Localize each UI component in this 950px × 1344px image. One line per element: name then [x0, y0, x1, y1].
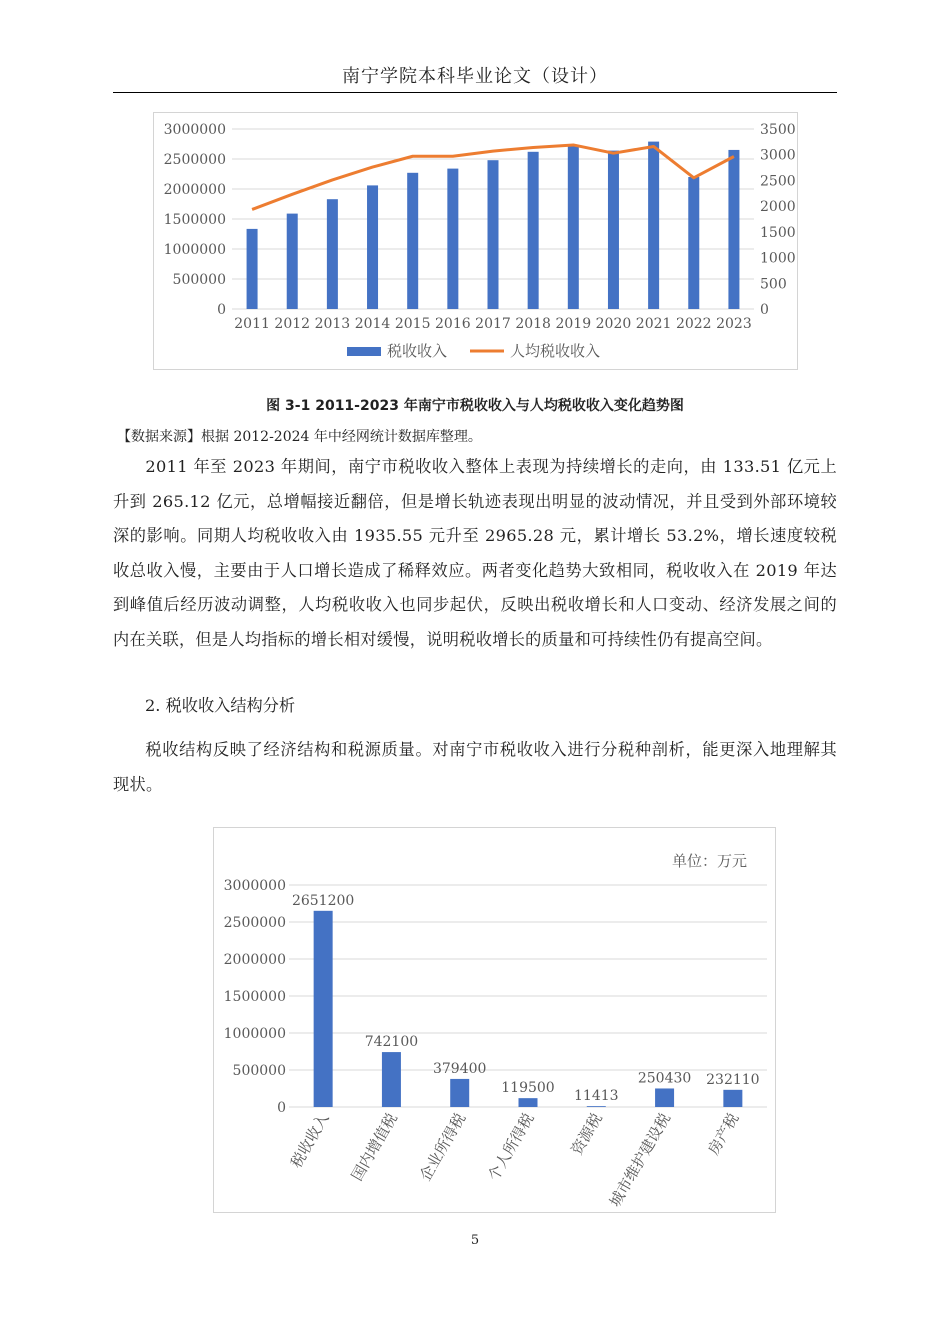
y-right-tick-label: 0 — [760, 302, 769, 318]
data-label: 11413 — [574, 1088, 619, 1105]
y-right-tick-label: 3500 — [760, 122, 796, 138]
x-category-label: 个人所得税 — [484, 1110, 538, 1184]
tax-structure-svg — [214, 828, 775, 1212]
data-label: 379400 — [432, 1060, 487, 1077]
legend-bar-swatch — [347, 347, 381, 356]
y-left-tick-label: 1000000 — [163, 242, 226, 258]
legend-bar-label: 税收收入 — [387, 342, 448, 360]
y-tick-label: 0 — [277, 1100, 286, 1116]
x-tick-label: 2011 — [234, 316, 270, 332]
bar-tax-revenue — [367, 185, 378, 309]
y-left-tick-label: 2000000 — [163, 182, 226, 198]
unit-label: 单位：万元 — [671, 852, 747, 870]
y-tick-label: 2500000 — [223, 915, 286, 931]
tax-revenue-trend-svg — [154, 113, 797, 369]
tax-revenue-trend-chart — [153, 112, 798, 370]
x-tick-label: 2015 — [394, 316, 431, 332]
x-tick-label: 2013 — [314, 316, 351, 332]
y-right-tick-label: 3000 — [760, 147, 796, 164]
data-label: 2651200 — [291, 892, 355, 909]
x-tick-label: 2012 — [274, 316, 311, 332]
data-label: 232110 — [706, 1071, 760, 1088]
x-category-label: 企业所得税 — [416, 1110, 470, 1184]
x-tick-label: 2016 — [435, 316, 471, 332]
x-category-label: 城市维护建设税 — [605, 1110, 675, 1210]
bar-tax-revenue — [247, 229, 258, 309]
x-category-label: 国内增值税 — [347, 1110, 401, 1184]
bar-tax-revenue — [688, 177, 699, 309]
y-left-tick-label: 0 — [217, 302, 226, 318]
bar-tax-category — [723, 1090, 742, 1107]
page-number: 5 — [470, 1233, 480, 1248]
y-tick-label: 2000000 — [223, 952, 286, 968]
x-tick-label: 2019 — [555, 316, 592, 332]
bar-tax-category — [382, 1052, 401, 1107]
y-left-tick-label: 3000000 — [163, 122, 226, 138]
y-tick-label: 500000 — [232, 1063, 286, 1079]
page-header: 南宁学院本科毕业论文（设计） — [113, 62, 837, 93]
body-paragraph-1: 2011 年至 2023 年期间，南宁市税收收入整体上表现为持续增长的走向，由 133.51 亿元上升到 265.12 亿元，总增幅接近翻倍，但是增长轨迹表现出明显的波动情况，并且受到外部环境较深的影响。同期人均税收收入由 1935.55 元升至 2965.28 元，累计增长 53.2%，增长速度较税收总收入慢，主要由于人口增长造成了稀释效应。两者变化趋势大致相同，税收收入在 2019 年达到峰值后经历波动调整，人均税收收入也同步起伏，反映出税收增长和人口变动、经济发展之间的内在关联，但是人均指标的增长相对缓慢，说明税收增长的质量和可持续性仍有提高空间。 — [113, 457, 837, 649]
bar-tax-revenue — [648, 142, 659, 309]
x-tick-label: 2022 — [675, 316, 712, 332]
bar-tax-category — [587, 1106, 606, 1107]
section-heading: 2. 税收收入结构分析 — [145, 696, 296, 715]
y-right-tick-label: 1500 — [760, 224, 796, 241]
y-left-tick-label: 1500000 — [163, 212, 226, 228]
bar-tax-revenue — [568, 146, 579, 309]
x-tick-label: 2018 — [515, 316, 551, 332]
x-tick-label: 2017 — [475, 316, 511, 332]
y-left-tick-label: 2500000 — [163, 152, 226, 168]
bar-tax-category — [655, 1088, 674, 1107]
bar-tax-category — [314, 911, 333, 1107]
bar-tax-revenue — [327, 199, 338, 309]
y-left-tick-label: 500000 — [172, 272, 226, 288]
x-category-label: 资源税 — [567, 1110, 606, 1158]
y-right-tick-label: 2500 — [760, 173, 796, 190]
x-tick-label: 2020 — [595, 316, 632, 332]
figure-caption: 图 3-1 2011-2023 年南宁市税收收入与人均税收收入变化趋势图 — [266, 398, 684, 414]
y-right-tick-label: 1000 — [760, 250, 796, 267]
bar-tax-category — [450, 1079, 469, 1107]
body-paragraph-2: 税收结构反映了经济结构和税源质量。对南宁市税收收入进行分税种剖析，能更深入地理解其现状。 — [113, 740, 837, 794]
y-tick-label: 1500000 — [223, 989, 286, 1005]
data-label: 250430 — [637, 1070, 692, 1087]
bar-tax-revenue — [287, 214, 298, 309]
bar-tax-revenue — [728, 150, 739, 309]
data-label: 742100 — [364, 1034, 419, 1051]
bar-tax-revenue — [488, 160, 499, 309]
y-tick-label: 3000000 — [223, 878, 286, 894]
x-category-label: 税收收入 — [287, 1110, 333, 1171]
bar-tax-category — [519, 1098, 538, 1107]
y-right-tick-label: 500 — [760, 276, 787, 293]
x-tick-label: 2023 — [716, 316, 752, 332]
y-right-tick-label: 2000 — [760, 199, 796, 216]
bar-tax-revenue — [608, 151, 619, 309]
bar-tax-revenue — [447, 169, 458, 309]
x-tick-label: 2014 — [354, 316, 391, 332]
bar-tax-revenue — [528, 152, 539, 309]
tax-structure-chart — [213, 827, 776, 1213]
y-tick-label: 1000000 — [223, 1026, 286, 1042]
bar-tax-revenue — [407, 173, 418, 309]
x-tick-label: 2021 — [635, 316, 672, 332]
x-category-label: 房产税 — [704, 1110, 743, 1158]
data-source-note: 【数据来源】根据 2012-2024 年中经网统计数据库整理。 — [117, 429, 482, 445]
legend-line-label: 人均税收收入 — [510, 342, 601, 360]
data-label: 119500 — [501, 1080, 555, 1097]
